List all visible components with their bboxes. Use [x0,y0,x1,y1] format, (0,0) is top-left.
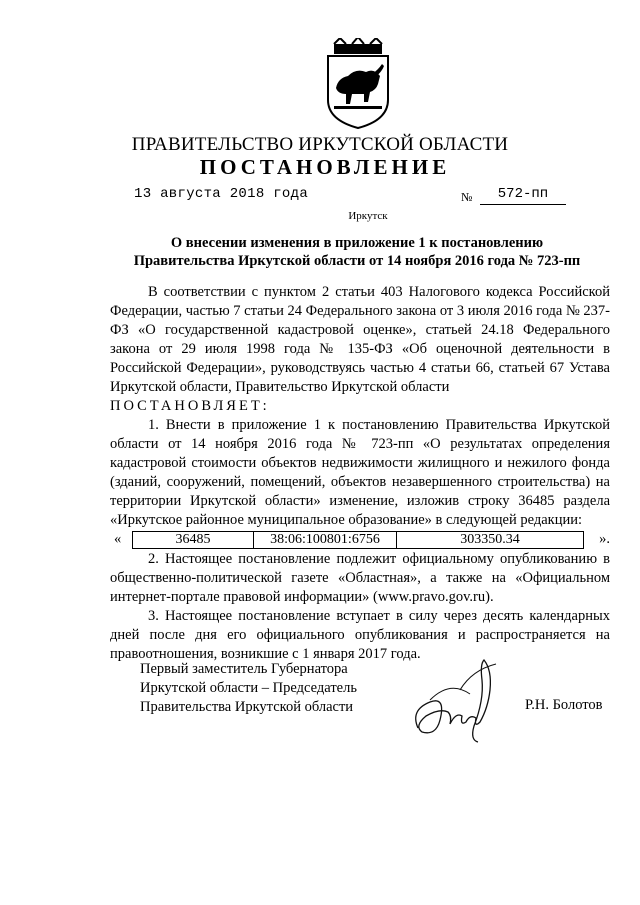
open-quote: « [114,531,122,547]
amended-row [110,531,610,549]
cadastral-number-cell: 38:06:100801:6756 [254,532,397,549]
handwritten-signature [400,650,510,760]
title-line-2: Правительства Иркутской области от 14 ноября 2016 года № 723-пп [133,253,581,269]
signatory-line-1: Первый заместитель Губернатора [140,661,348,677]
table-row [133,532,584,549]
government-name: ПРАВИТЕЛЬСТВО ИРКУТСКОЙ ОБЛАСТИ [131,134,509,155]
signatory-position [140,660,357,717]
amended-row-table [132,531,584,549]
cadastral-value-cell: 303350.34 [397,532,584,549]
close-quote: ». [599,531,610,547]
resolves-heading: ПОСТАНОВЛЯЕТ: [110,398,270,414]
decree-date: 13 августа 2018 года [134,186,309,202]
decree-title [110,234,604,270]
item-3-paragraph: 3. Настоящее постановление вступает в силу через десять календарных дней после дня его официального опубликования и распространяется на правоотношения, возникшие с 1 января 2017 года. [110,608,610,662]
document-type: ПОСТАНОВЛЕНИЕ [199,155,451,179]
signatory-line-2: Иркутской области – Председатель [140,680,357,696]
coat-of-arms-emblem [318,38,398,130]
number-sign: № [461,190,473,204]
item-1-paragraph: 1. Внести в приложение 1 к постановлению Правительства Иркутской области от 14 ноября 2016 года № 723-пп «О результатах определения кадастровой стоимости объектов недвижимости жилищного и нежилого фонда (зданий, сооружений, помещений, объектов незавершенного строительства) на территории Иркутской области» изменение, изложив строку 36485 раздела «Иркутское районное муниципальное образование» в следующей редакции: [110,417,610,528]
row-number-cell: 36485 [133,532,254,549]
title-line-1: О внесении изменения в приложение 1 к постановлению [170,235,544,251]
city-name: Иркутск [348,210,388,222]
decree-body [110,283,610,664]
signatory-name: Р.Н. Болотов [525,697,603,713]
preamble-paragraph: В соответствии с пунктом 2 статьи 403 Налогового кодекса Российской Федерации, частью 7 статьи 24 Федерального закона от 3 июля 2016 года № 237-ФЗ «О государственной кадастровой оценке», статьей 24.18 Федерального закона от 29 июля 1998 года № 135-ФЗ «Об оценочной деятельности в Российской Федерации», руководствуясь частью 4 статьи 66, статьей 67 Устава Иркутской области, Правительство Иркутской области [110,284,611,395]
decree-number: 572-пп [480,186,566,205]
signatory-line-3: Правительства Иркутской области [140,699,354,715]
item-2-paragraph: 2. Настоящее постановление подлежит официальному опубликованию в общественно-политической газете «Областная», а также на «Официальном интернет-портале правовой информации» (www.pravo.gov.ru). [110,551,610,605]
